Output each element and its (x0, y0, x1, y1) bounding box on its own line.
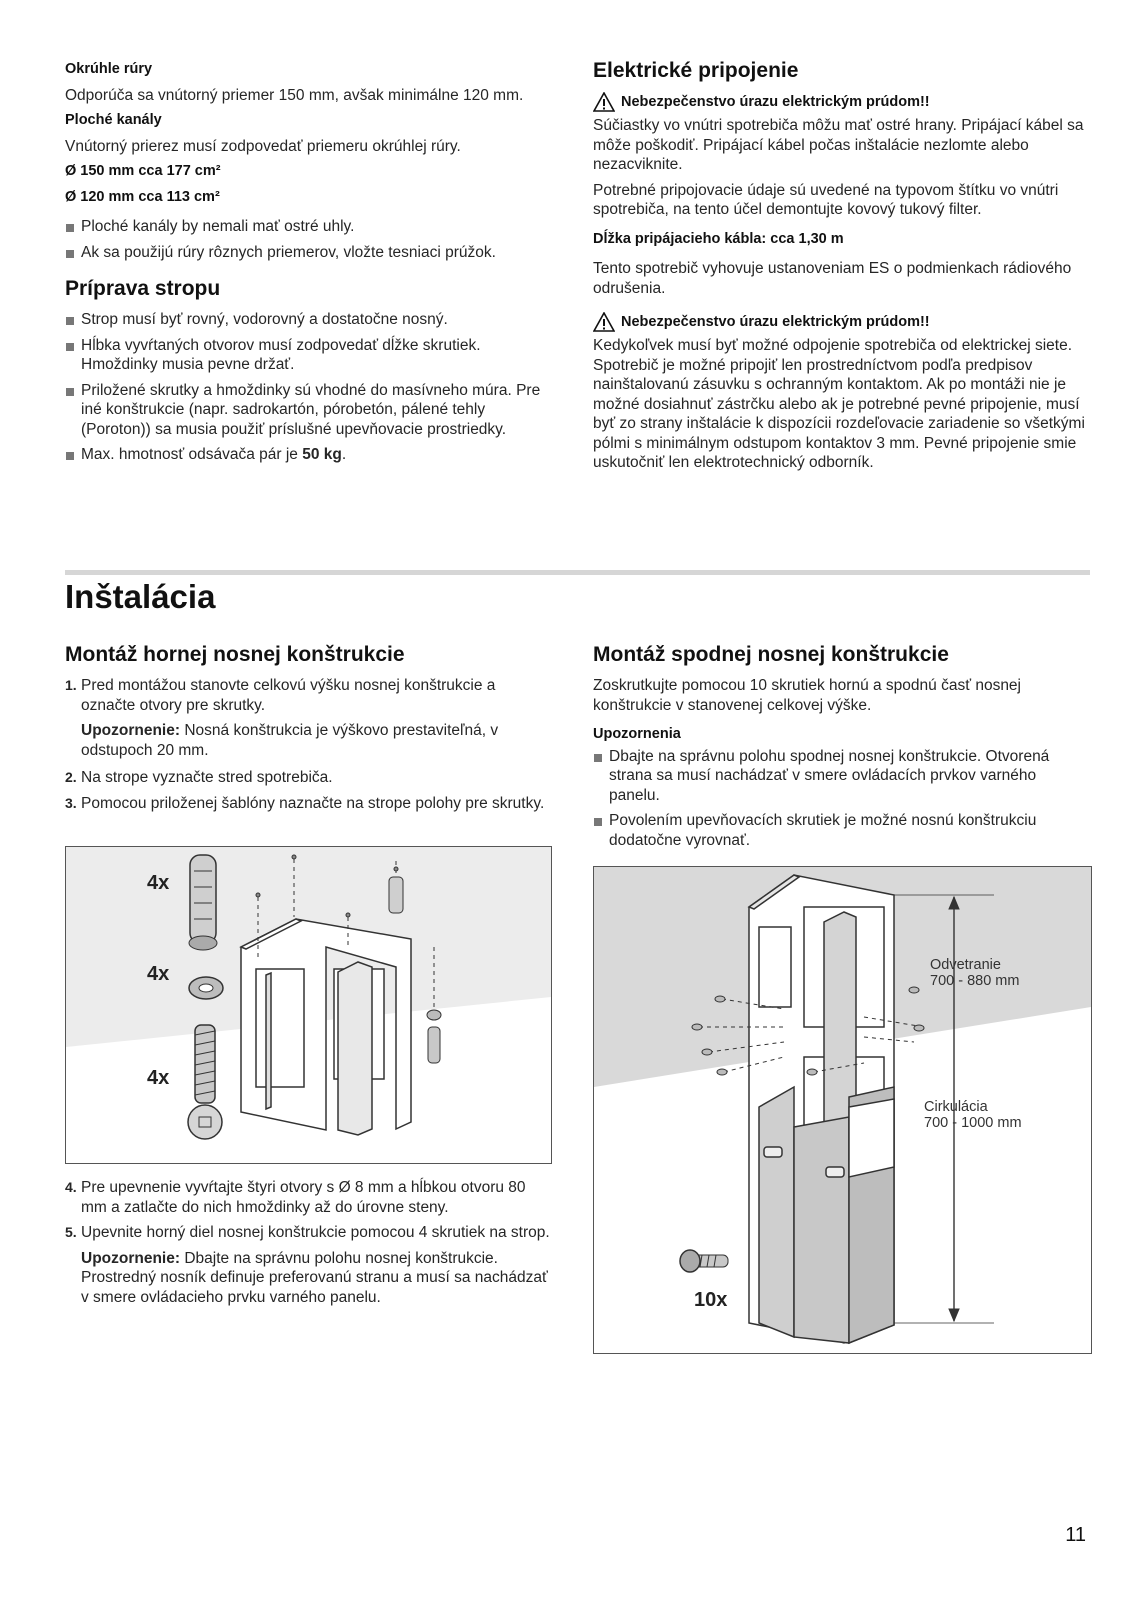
washer-icon (189, 977, 223, 999)
list-item: Povolením upevňovacích skrutiek je možné nosnú konštrukciu dodatočne vyrovnať. (593, 811, 1090, 850)
left-top-column (65, 60, 550, 471)
screw-10x-count: 10x (694, 1289, 728, 1311)
flat-ducts-bullets (65, 217, 550, 262)
frame-drawing (241, 919, 411, 1135)
max-weight: 50 kg (302, 446, 342, 463)
list-item: Ploché kanály by nemali mať ostré uhly. (65, 217, 550, 237)
section-divider (65, 570, 1090, 575)
note-2: Upozornenie: Dbajte na správnu polohu nosnej konštrukcie. Prostredný nosník definuje preferovanú stranu a musí sa nachádzať v smere ovládacieho prvku varného panelu. (81, 1249, 548, 1306)
list-item: Dbajte na správnu polohu spodnej nosnej konštrukcie. Otvorená strana sa musí nachádzať v smere ovládacích prvkov varného panelu. (593, 747, 1090, 806)
list-item: Strop musí byť rovný, vodorovný a dostatočne nosný. (65, 310, 550, 330)
cable-length: Dĺžka pripájacieho kábla: cca 1,30 m (593, 230, 844, 247)
dowel-count: 4x (147, 872, 170, 894)
upper-structure-figure (65, 846, 552, 1164)
screw-count: 4x (147, 1067, 170, 1089)
warning-icon (593, 92, 615, 112)
warning-icon (593, 312, 615, 332)
lower-bullets (593, 747, 1090, 851)
upper-structure-section (65, 642, 550, 819)
upper-title: Montáž hornej nosnej konštrukcie (65, 643, 405, 666)
list-item: Hĺbka vyvŕtaných otvorov musí zodpovedať dĺžke skrutiek. Hmoždinky musia pevne držať. (65, 336, 550, 375)
electrical-column (593, 58, 1090, 473)
round-pipes-text: Odporúča sa vnútorný priemer 150 mm, avšak minimálne 120 mm. (65, 86, 524, 104)
screw-icon (188, 1025, 222, 1139)
exhaust-range: 700 - 880 mm (930, 973, 1020, 989)
spec-120: Ø 120 mm cca 113 cm² (65, 188, 220, 205)
step-2: 2. Na strope vyznačte stred spotrebiča. (65, 769, 333, 786)
warning-1: Nebezpečenstvo úrazu elektrickým prúdom!! (593, 92, 1090, 112)
washer-count: 4x (147, 963, 170, 985)
upper-steps-continued (65, 1178, 550, 1315)
step-5: 5. Upevnite horný diel nosnej konštrukcie pomocou 4 skrutiek na strop. (65, 1224, 550, 1241)
step-3: 3. Pomocou priloženej šablóny naznačte na strope polohy pre skrutky. (65, 794, 545, 812)
ceiling-title: Príprava stropu (65, 277, 221, 300)
lower-title: Montáž spodnej nosnej konštrukcie (593, 643, 949, 666)
flat-ducts-text: Vnútorný prierez musí zodpovedať priemeru okrúhlej rúry. (65, 137, 461, 155)
upper-structure-drawing (66, 847, 551, 1163)
lower-structure-drawing (594, 867, 1091, 1353)
lower-structure-figure (593, 866, 1092, 1354)
electrical-para3: Tento spotrebič vyhovuje ustanoveniam ES o podmienkach rádiového odrušenia. (593, 260, 1072, 297)
list-item-weight: Max. hmotnosť odsávača pár je 50 kg. (65, 445, 550, 465)
screw-10x-icon (680, 1250, 728, 1272)
exhaust-label: Odvetranie (930, 957, 1001, 973)
circulation-range: 700 - 1000 mm (924, 1115, 1022, 1131)
spec-150: Ø 150 mm cca 177 cm² (65, 163, 221, 179)
column-drawing (749, 875, 894, 1343)
dowel-icon (189, 855, 217, 950)
installation-title: Inštalácia (65, 578, 216, 615)
round-pipes-title: Okrúhle rúry (65, 61, 153, 77)
step-4: 4. Pre upevnenie vyvŕtajte štyri otvory s Ø 8 mm a hĺbkou otvoru 80 mm a zatlačte do nich hmoždinky až do úrovne steny. (65, 1179, 526, 1216)
circulation-label: Cirkulácia (924, 1099, 988, 1115)
upper-steps-c (65, 1178, 550, 1243)
page-number: 11 (1065, 1524, 1086, 1546)
note-1: Upozornenie: Nosná konštrukcia je výškovo prestaviteľná, v odstupoch 20 mm. (81, 722, 499, 759)
ceiling-bullets (65, 310, 550, 465)
list-item: Ak sa použijú rúry rôznych priemerov, vložte tesniaci prúžok. (65, 243, 550, 263)
upper-steps-b (65, 768, 550, 813)
electrical-para1: Súčiastky vo vnútri spotrebiča môžu mať ostré hrany. Pripájací kábel sa môže poškodiť. Pripájací kábel počas inštalácie nezlomte alebo nezacviknite. (593, 117, 1084, 173)
electrical-title: Elektrické pripojenie (593, 59, 799, 82)
lower-text: Zoskrutkujte pomocou 10 skrutiek hornú a spodnú časť nosnej konštrukcie v stanovenej celkovej výške. (593, 677, 1021, 714)
electrical-para4: Kedykoľvek musí byť možné odpojenie spotrebiča od elektrickej siete. Spotrebič je možné pripojiť len prostredníctvom podľa predpisov nainštalovanú zásuvku s ochranným kontaktom. Ak po montáži nie je možné dosiahnuť zástrčku alebo ak je potrebné pevné pripojenie, musí byť zo strany inštalácie k dispozícii rozdeľovacie zariadenie so všetkými pólmi s minimálnym odstupom kontaktov 3 mm. Pevné pripojenie smie uskutočniť len elektrotechnický odborník. (593, 337, 1085, 471)
lower-structure-section (593, 642, 1090, 856)
flat-ducts-title: Ploché kanály (65, 112, 162, 128)
step-1: 1. Pred montážou stanovte celkovú výšku nosnej konštrukcie a označte otvory pre skrutky. (65, 677, 496, 714)
warning-2: Nebezpečenstvo úrazu elektrickým prúdom!! (593, 312, 1090, 332)
upper-steps-a (65, 676, 550, 715)
notes-title: Upozornenia (593, 726, 681, 742)
list-item: Priložené skrutky a hmoždinky sú vhodné do masívneho múra. Pre iné konštrukcie (napr. sadrokartón, pórobetón, pálené tehly (Poroton)) sa musia použiť príslušné upevňovacie prostriedky. (65, 381, 550, 440)
electrical-para2: Potrebné pripojovacie údaje sú uvedené na typovom štítku vo vnútri spotrebiča, na tento účel demontujte kovový tukový filter. (593, 181, 1059, 218)
